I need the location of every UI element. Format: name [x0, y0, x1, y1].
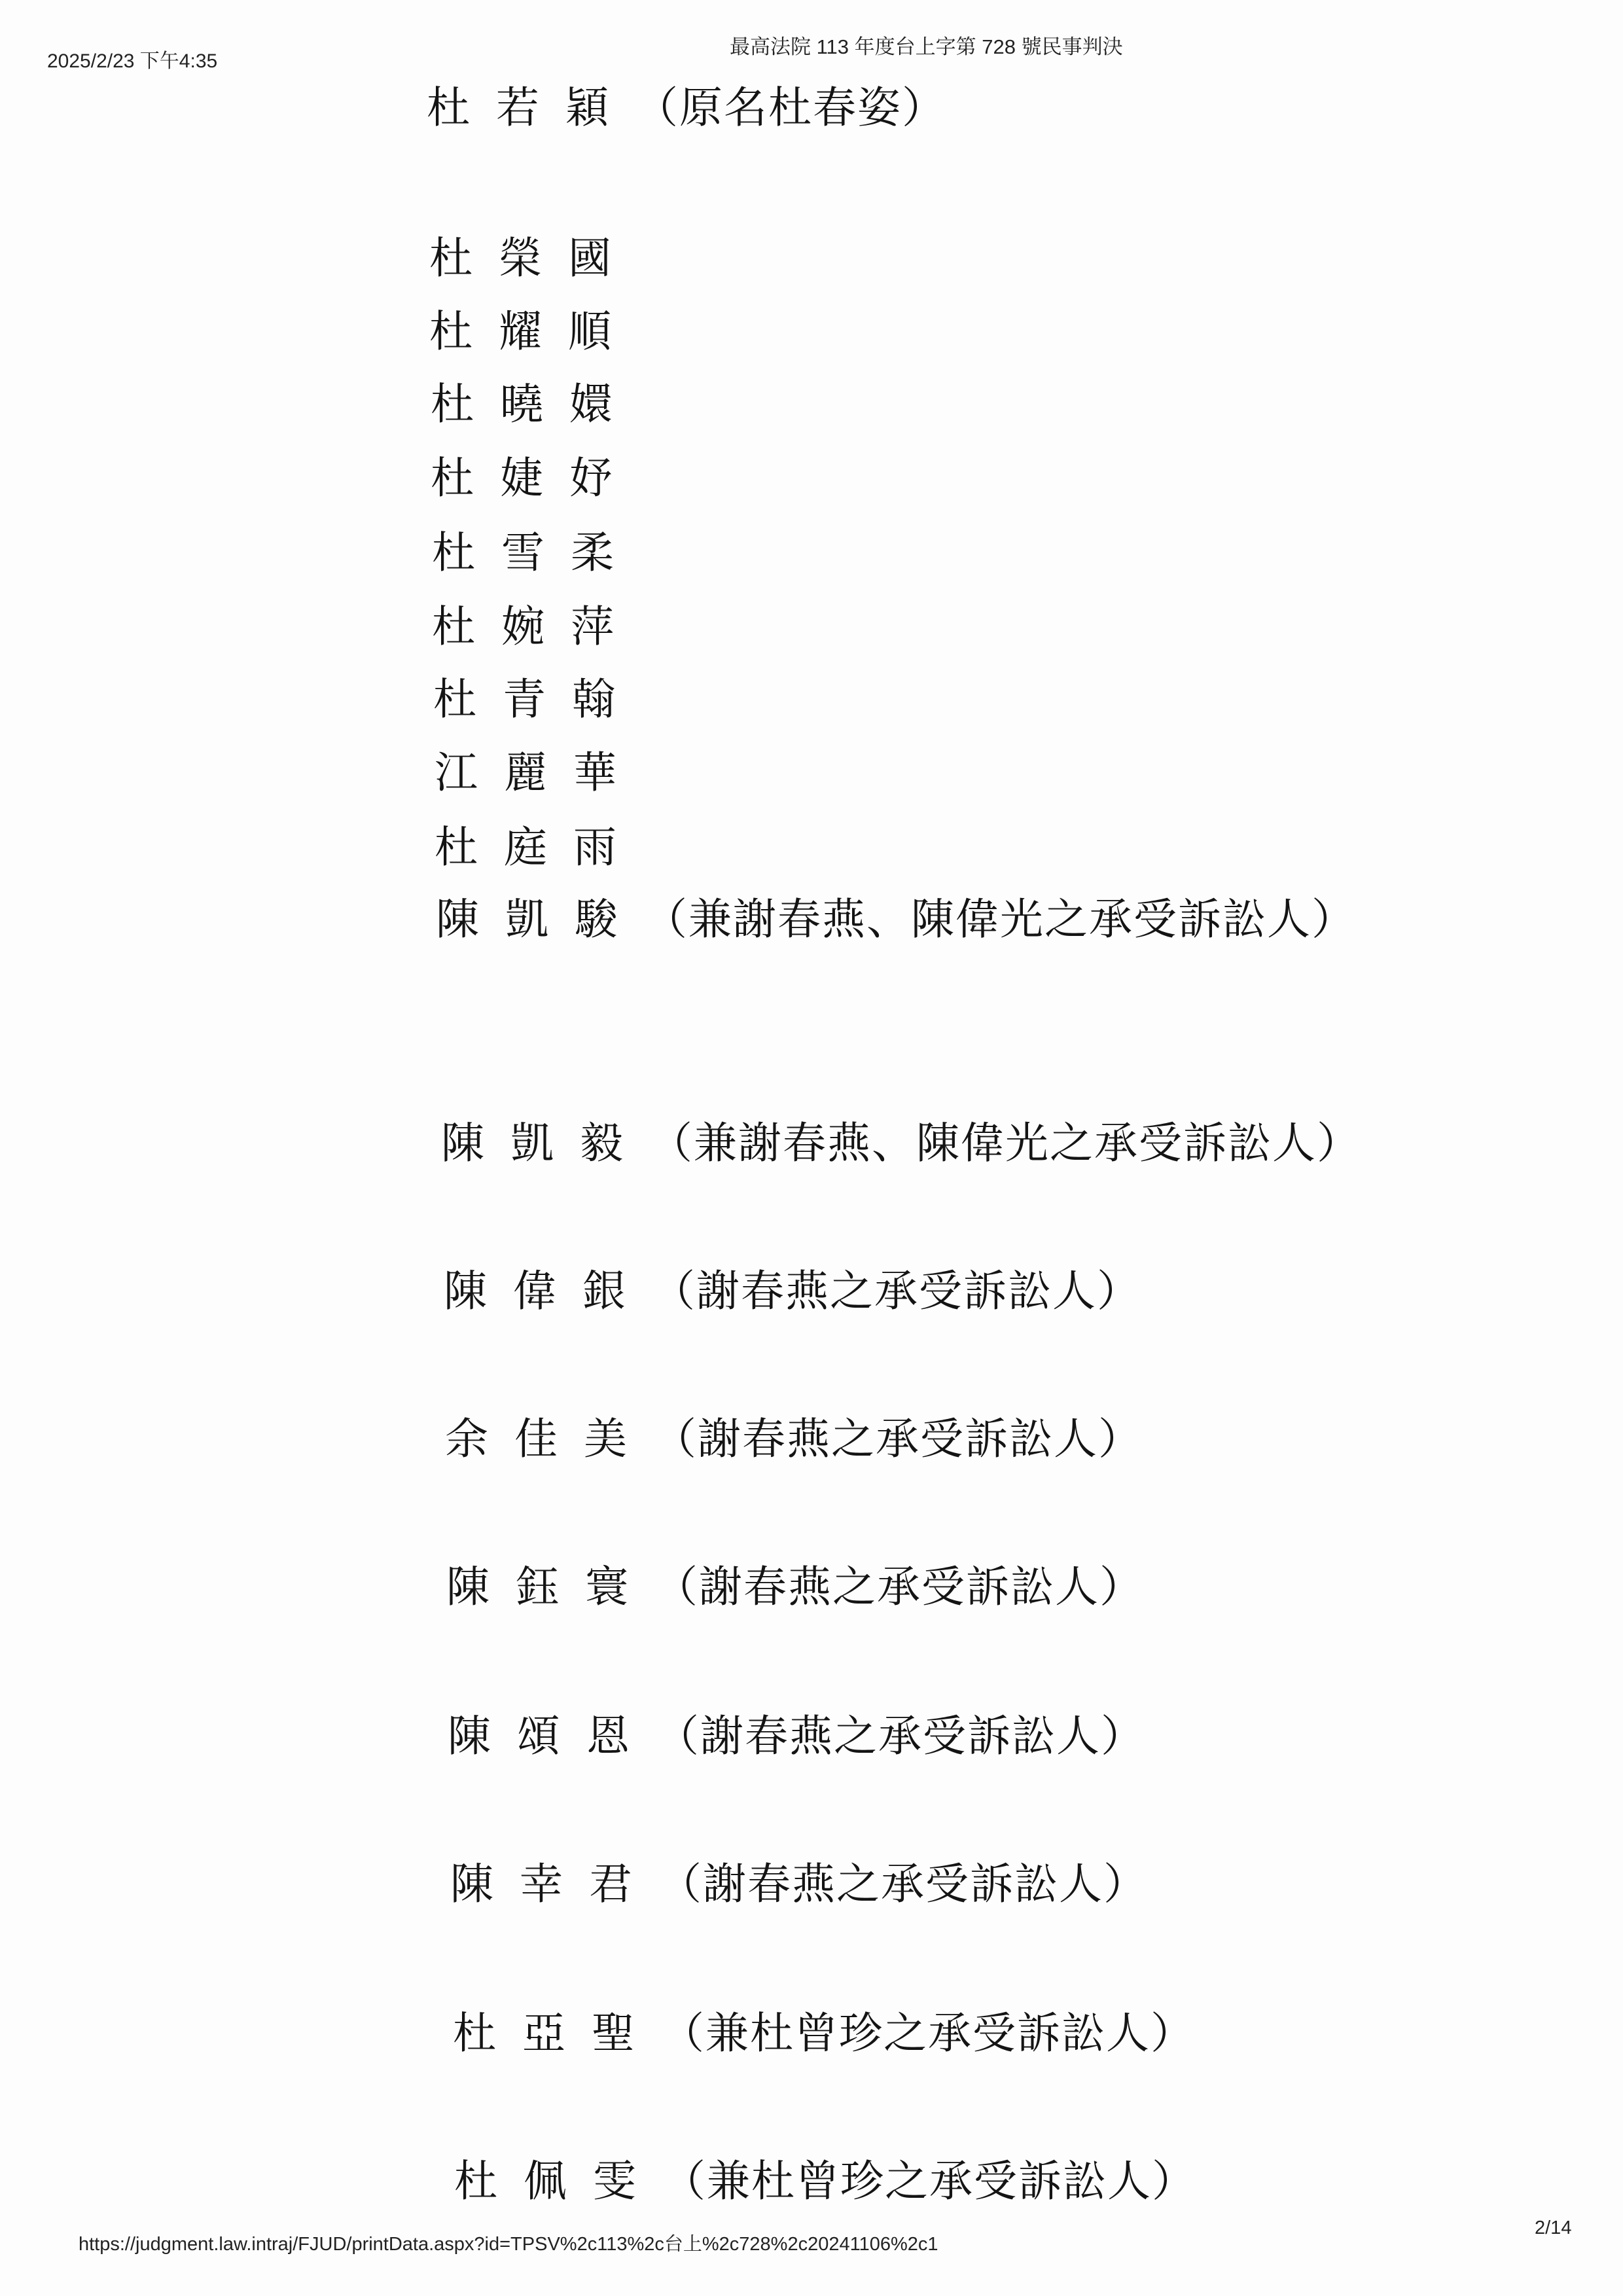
party-note: （謝春燕之承受訴訟人）: [656, 1711, 1145, 1761]
party-name: 杜耀順: [429, 306, 637, 357]
party-line: [431, 379, 639, 429]
party-name: 陳頌恩: [448, 1711, 656, 1761]
party-name: 陳凱駿: [436, 894, 644, 944]
party-line: [450, 1859, 1148, 1909]
party-note: （兼杜曾珍之承受訴訟人）: [662, 2156, 1196, 2206]
party-line: [444, 1266, 1141, 1316]
party-line: [427, 82, 946, 133]
party-line: [432, 601, 640, 652]
party-line: [431, 453, 639, 503]
party-name: 江麗華: [435, 747, 643, 798]
party-name: 杜亞聖: [453, 2008, 661, 2058]
party-line: [441, 1118, 1361, 1168]
party-name: 杜若穎: [427, 82, 635, 133]
party-name: 杜佩雯: [454, 2156, 662, 2206]
party-name: 杜曉嬛: [431, 379, 639, 429]
party-line: [429, 233, 637, 283]
party-line: [432, 528, 640, 578]
party-name: 陳偉銀: [444, 1266, 652, 1316]
party-note: （兼謝春燕、陳偉光之承受訴訟人）: [644, 894, 1356, 944]
party-line: [448, 1711, 1145, 1761]
party-name: 杜雪柔: [432, 528, 640, 578]
party-name: 杜婕妤: [431, 453, 639, 503]
party-note: （原名杜春姿）: [635, 82, 946, 133]
party-note: （謝春燕之承受訴訟人）: [653, 1414, 1143, 1464]
party-line: [446, 1562, 1144, 1612]
party-name: 杜婉萍: [432, 601, 640, 652]
party-line: [454, 2156, 1196, 2206]
party-note: （謝春燕之承受訴訟人）: [652, 1266, 1141, 1316]
party-line: [436, 894, 1356, 944]
party-line: [435, 822, 643, 872]
party-note: （謝春燕之承受訴訟人）: [654, 1562, 1144, 1612]
party-name: 陳鈺寰: [446, 1562, 654, 1612]
party-line: [453, 2008, 1195, 2058]
party-line: [429, 306, 637, 357]
party-name: 杜榮國: [429, 233, 637, 283]
party-name: 杜青翰: [433, 674, 641, 725]
party-name: 陳凱毅: [441, 1118, 649, 1168]
party-name: 陳幸君: [450, 1859, 658, 1909]
source-url: https://judgment.law.intraj/FJUD/printData.aspx?id=TPSV%2c113%2c台上%2c728%2c20241106%2c1: [79, 2234, 938, 2255]
party-note: （兼杜曾珍之承受訴訟人）: [661, 2008, 1195, 2058]
party-line: [445, 1414, 1143, 1464]
print-timestamp: 2025/2/23 下午4:35: [47, 50, 218, 72]
party-note: （謝春燕之承受訴訟人）: [658, 1859, 1148, 1909]
party-name: 余佳美: [445, 1414, 653, 1464]
document-title: 最高法院 113 年度台上字第 728 號民事判決: [730, 35, 1123, 58]
page-number: 2/14: [1535, 2217, 1572, 2238]
party-line: [435, 747, 643, 798]
party-line: [433, 674, 641, 725]
party-name: 杜庭雨: [435, 822, 643, 872]
party-note: （兼謝春燕、陳偉光之承受訴訟人）: [649, 1118, 1361, 1168]
